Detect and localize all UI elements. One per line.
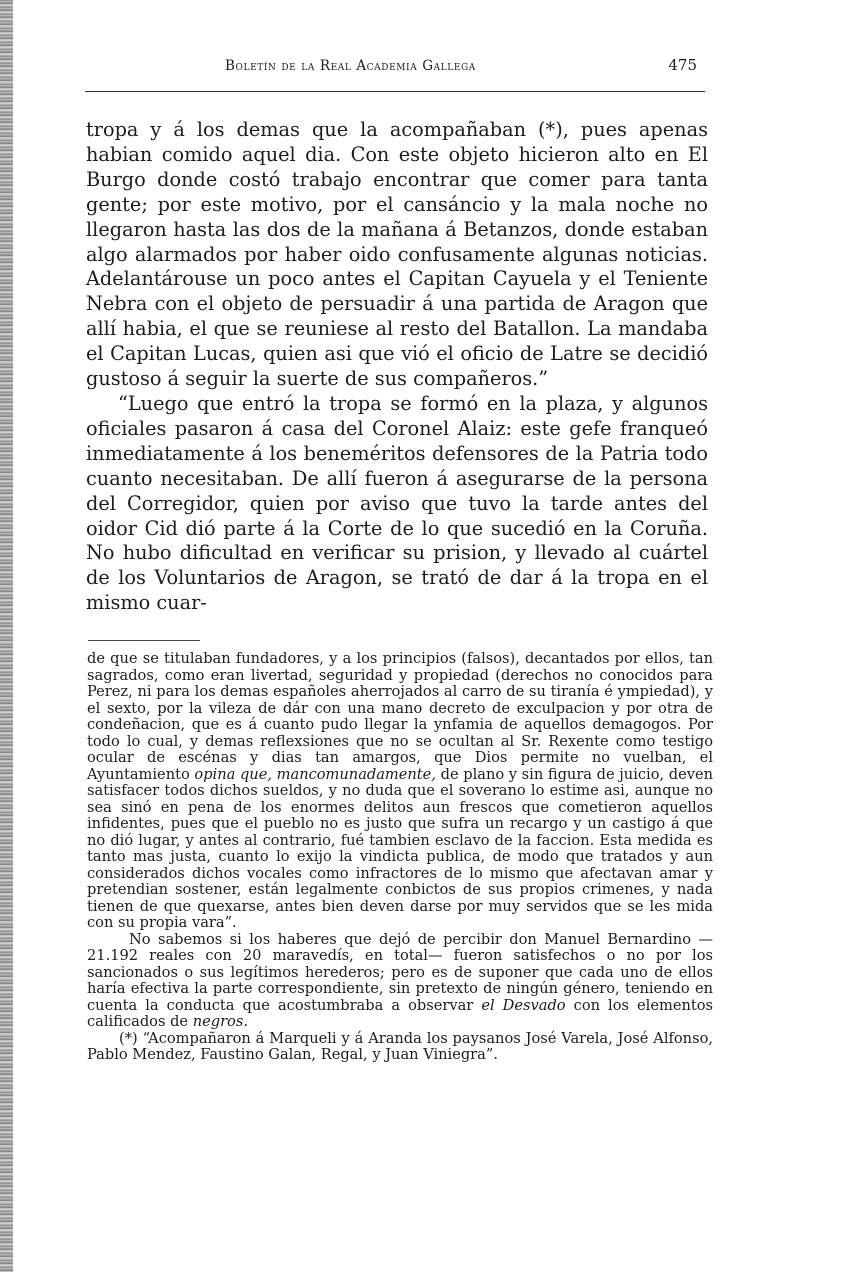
- footnote-haberes-text-a: No sabemos si los haberes que dejó de percibir don Manuel Bernardino —21.192 reales con 20 maravedís, en total— fueron satisfechos o no por los sancionados o sus legítimos herederos; pero es de suponer que cada uno de ellos haría efectiva la parte correspondiente, sin pretexto de ningún género, teniendo en cuenta la conducta que acostumbraba a observar: [87, 930, 713, 1014]
- footnote-italic-desvado: el Desvado: [481, 996, 566, 1014]
- footnote-asterisk-text: “Acompañaron á Marqueli y á Aranda los paysanos José Varela, José Alfonso, Pablo Mendez, Faustino Galan, Regal, y Juan Viniegra”.: [87, 1029, 714, 1063]
- footnotes: [87, 651, 713, 1064]
- footnote-continuation: [87, 651, 713, 932]
- footnote-italic-mancomunadamente: mancomunadamente,: [276, 765, 436, 783]
- footnote-haberes-end: .: [243, 1013, 248, 1030]
- footnote-asterisk: [87, 1031, 713, 1064]
- footnote-continuation-text-b: de plano y sin figura de juicio, deven satisfacer todos dichos sueldos, y no duda que el soverano lo estime asi, aunque no sea sinó en pena de los enormes delitos aun frescos que cometieron aquellos infidentes, pues que el pueblo no es justo que sufra un recargo y un castigo á que no dió lugar, y antes al contrario, fué tambien esclavo de la faccion. Esta medida es tanto mas justa, cuanto lo exijo la vindicta publica, de modo que tratados y aun considerados dichos vocales como infractores de lo mismo que afectavan amar y pretendian sostener, están legalmente conbictos de sus propios crimenes, y nada tienen de que quexarse, antes bien deven darse por muy servidos que se les mida con su propia vara”.: [87, 765, 714, 931]
- footnote-italic-que: que,: [239, 765, 272, 783]
- footnote-haberes-text-b: con los elementos calificados de: [87, 996, 714, 1030]
- paragraph-2: “Luego que entró la tropa se formó en la plaza, y algunos oficiales pasaron á casa del Coronel Alaiz: este gefe franqueó inmediatamente á los beneméritos defensores de la Patria todo cuanto necesitaban. De allí fueron á asegurarse de la persona del Corregidor, quien por aviso que tuvo la tarde antes del oidor Cid dió parte á la Corte de lo que sucedió en la Coruña. No hubo dificultad en verificar su prision, y llevado al cuártel de los Voluntarios de Aragon, se trató de dar á la tropa en el mismo cuar-: [86, 391, 708, 615]
- footnote-continuation-text-a: de que se titulaban fundadores, y a los principios (falsos), decantados por ellos, tan sagrados, como eran livertad, seguridad y propiedad (derechos no conocidos para Perez, ni para los demas españoles aherrojados al carro de su tiranía é ympiedad), y el sexto, por la vileza de dár con una mano decreto de exculpacion y por otra de condeñacion, que es á cuanto pudo llegar la ynfamia de aquellos demagogos. Por todo lo cual, y demas reflexsiones que no se ocultan al Sr. Rexente como testigo ocular de escénas y dias tan amargos, que Dios permite no vuelban, el Ayuntamiento: [87, 650, 713, 783]
- paragraph-1: tropa y á los demas que la acompañaban (*), pues apenas habian comido aquel dia. Con este objeto hicieron alto en El Burgo donde costó trabajo encontrar que comer para tanta gente; por este motivo, por el cansáncio y la mala noche no llegaron hasta las dos de la mañana á Betanzos, donde estaban algo alarmados por haber oido confusamente algunas noticias. Adelantárouse un poco antes el Capitan Cayuela y el Teniente Nebra con el objeto de persuadir á una partida de Aragon que allí habia, el que se reuniese al resto del Batallon. La mandaba el Capitan Lucas, quien asi que vió el oficio de Latre se decidió gustoso á seguir la suerte de sus compañeros.”: [86, 118, 708, 391]
- footnote-rule: [88, 640, 200, 641]
- footnote-note-haberes: [87, 932, 713, 1031]
- page-header: [85, 54, 705, 78]
- header-rule: [85, 91, 705, 92]
- footnote-italic-opina: opina: [194, 765, 236, 783]
- footnote-italic-negros: negros: [192, 1013, 244, 1030]
- footnote-marker: (*): [119, 1029, 138, 1047]
- running-head: Boletín de la Real Academia Gallega: [225, 58, 476, 74]
- page-number: 475: [668, 56, 697, 74]
- main-text: [86, 118, 708, 616]
- scanned-page-edge: [0, 0, 13, 1272]
